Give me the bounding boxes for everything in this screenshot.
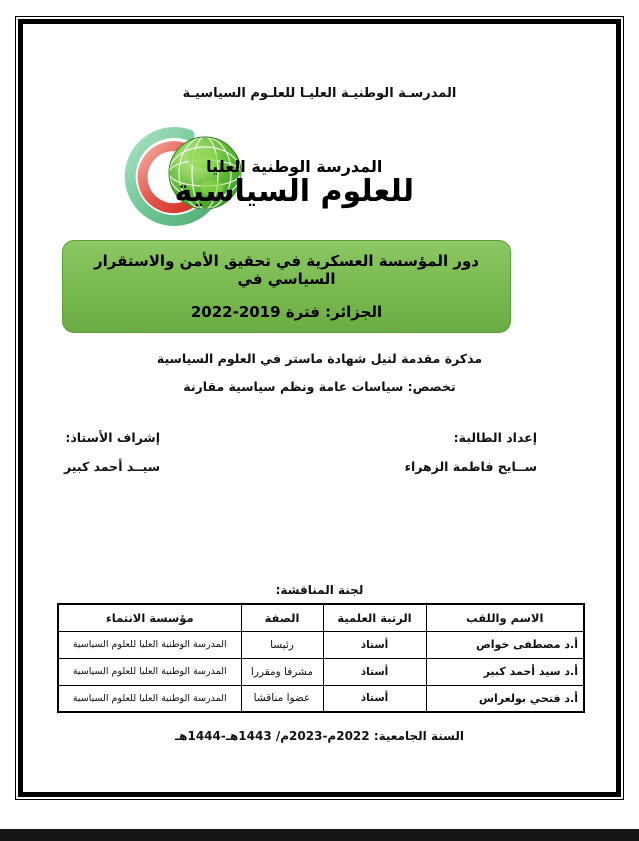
thesis-title-box <box>62 240 511 333</box>
member-rank: أستاذ <box>323 658 426 685</box>
member-affiliation: المدرسة الوطنية العليا للعلوم السياسية <box>58 658 241 685</box>
prepared-by-block <box>405 430 537 474</box>
member-role: عضوا مناقشا <box>241 685 323 712</box>
member-name: أ.د مصطفى خواص <box>426 631 584 658</box>
school-logo-wordmark <box>175 156 414 208</box>
table-row <box>58 631 584 658</box>
supervisor-name: سيــد أحمد كبير <box>63 459 160 474</box>
logo-text-line1: المدرسة الوطنية العليا <box>206 157 383 176</box>
logo-text-line2: للعلوم السياسية <box>174 174 414 209</box>
member-name: أ.د سيد أحمد كبير <box>426 658 584 685</box>
member-rank: أستاذ <box>323 631 426 658</box>
supervised-by-block <box>64 430 160 474</box>
committee-header-row <box>58 604 584 631</box>
academic-year-line: السنة الجامعية: 2022م-2023م/ 1443هـ-1444هـ <box>175 729 464 743</box>
memo-purpose-line: مذكرة مقدمة لنيل شهادة ماستر في العلوم السياسية <box>156 351 483 366</box>
committee-table <box>57 603 585 713</box>
supervised-by-label: إشراف الأستاذ: <box>65 430 160 445</box>
member-affiliation: المدرسة الوطنية العليا للعلوم السياسية <box>58 685 241 712</box>
column-header-role: الصفة <box>241 604 323 631</box>
school-name-header: المدرسـة الوطنيـة العليـا للعلـوم السياسيـة <box>182 86 457 101</box>
table-row <box>58 685 584 712</box>
table-row <box>58 658 584 685</box>
member-rank: أستاذ <box>323 685 426 712</box>
school-logo <box>112 124 414 230</box>
thesis-title-line2: الجزائر: فترة 2019‏-2022 <box>190 303 383 321</box>
committee-section-title: لجنة المناقشة: <box>275 583 364 597</box>
member-role: رئيسا <box>241 631 323 658</box>
member-role: مشرفا ومقررا <box>241 658 323 685</box>
member-affiliation: المدرسة الوطنية العليا للعلوم السياسية <box>58 631 241 658</box>
thesis-title-line1: دور المؤسسة العسكرية في تحقيق الأمن والاستقرار السياسي في <box>93 252 479 288</box>
student-name: ســايح فاطمة الزهراء <box>404 459 537 474</box>
column-header-name: الاسم واللقب <box>426 604 584 631</box>
bottom-black-bar <box>0 829 639 841</box>
memo-specialty-line: تخصص: سياسات عامة ونظم سياسية مقارنة <box>183 379 456 394</box>
member-name: أ.د فتحي بولعراس <box>426 685 584 712</box>
column-header-affiliation: مؤسسة الانتماء <box>58 604 241 631</box>
column-header-rank: الرتبة العلمية <box>323 604 426 631</box>
prepared-by-label: إعداد الطالبة: <box>453 430 537 445</box>
